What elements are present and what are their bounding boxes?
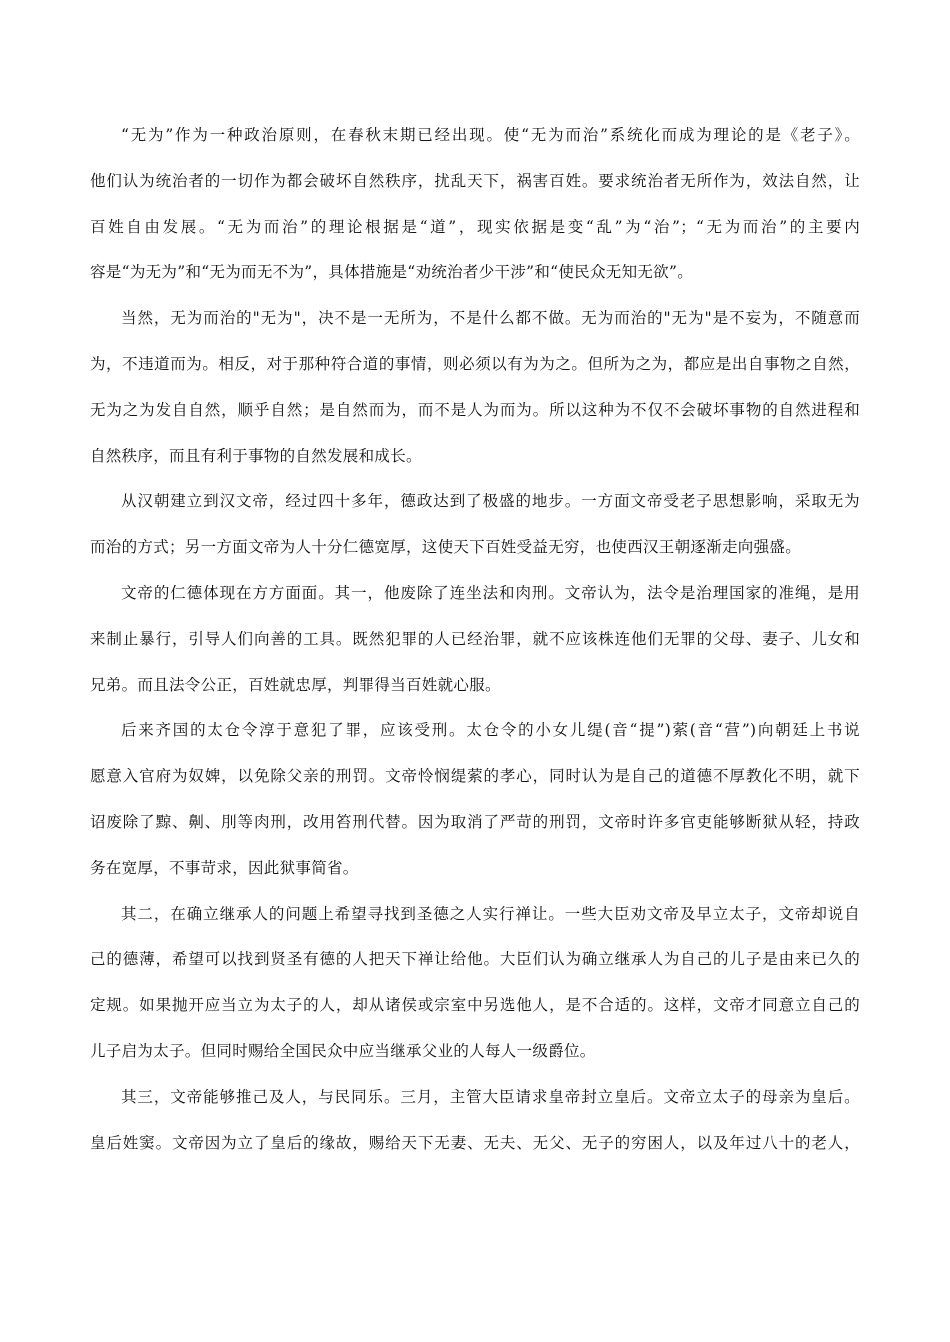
text-line: “无为”作为一种政治原则，在春秋末期已经出现。使“无为而治”系统化而成为理论的是《老子》。: [121, 126, 860, 144]
text-line: 其三，文帝能够推己及人，与民同乐。三月，主管大臣请求皇帝封立皇后。文帝立太子的母亲为皇后。: [121, 1087, 860, 1106]
text-line: 其二，在确立继承人的问题上希望寻找到圣德之人实行禅让。一些大臣劝文帝及早立太子，文帝却说自: [121, 904, 860, 923]
text-line: 为，不违道而为。相反，对于那种符合道的事情，则必须以有为为之。但所为之为，都应是出自事物之自然，: [90, 354, 860, 373]
text-line: 愿意入官府为奴婢，以免除父亲的刑罚。文帝怜悯缇萦的孝心，同时认为是自己的道德不厚教化不明，就下: [90, 767, 860, 786]
text-line: 容是“为无为”和“无为而无不为”，具体措施是“劝统治者少干涉”和“使民众无知无欲”。: [90, 263, 693, 282]
text-line: 而治的方式；另一方面文帝为人十分仁德宽厚，这使天下百姓受益无穷，也使西汉王朝逐渐走向强盛。: [90, 538, 802, 557]
text-line: 儿子启为太子。但同时赐给全国民众中应当继承父业的人每人一级爵位。: [90, 1041, 596, 1060]
text-line: 务在宽厚，不事苛求，因此狱事简省。: [90, 858, 359, 877]
document-body: [90, 121, 860, 1174]
text-line: 百姓自由发展。“无为而治”的理论根据是“道”，现实依据是变“乱”为“治”；“无为而治”的主要内: [90, 217, 860, 236]
text-line: 定规。如果抛开应当立为太子的人，却从诸侯或宗室中另选他人，是不合适的。这样，文帝才同意立自己的: [90, 996, 860, 1015]
text-line: 来制止暴行，引导人们向善的工具。既然犯罪的人已经治罪，就不应该株连他们无罪的父母、妻子、儿女和: [90, 629, 860, 648]
text-line: 当然，无为而治的"无为"，决不是一无所为，不是什么都不做。无为而治的"无为"是不妄为，不随意而: [121, 309, 860, 328]
text-line: 他们认为统治者的一切作为都会破坏自然秩序，扰乱天下，祸害百姓。要求统治者无所作为，效法自然，让: [90, 171, 860, 190]
text-line: 兄弟。而且法令公正，百姓就忠厚，判罪得当百姓就心服。: [90, 675, 501, 694]
text-line: 皇后姓窦。文帝因为立了皇后的缘故，赐给天下无妻、无夫、无父、无子的穷困人，以及年过八十的老人，: [90, 1133, 860, 1152]
text-line: 文帝的仁德体现在方方面面。其一，他废除了连坐法和肉刑。文帝认为，法令是治理国家的准绳，是用: [121, 583, 860, 602]
text-line: 后来齐国的太仓令淳于意犯了罪，应该受刑。太仓令的小女儿缇(音“提”)萦(音“营”)向朝廷上书说: [121, 721, 860, 740]
text-line: 从汉朝建立到汉文帝，经过四十多年，德政达到了极盛的地步。一方面文帝受老子思想影响，采取无为: [121, 492, 860, 511]
text-line: 己的德薄，希望可以找到贤圣有德的人把天下禅让给他。大臣们认为确立继承人为自己的儿子是由来已久的: [90, 950, 860, 969]
text-line: 自然秩序，而且有利于事物的自然发展和成长。: [90, 446, 422, 465]
text-line: 诏废除了黥、劓、刖等肉刑，改用笞刑代替。因为取消了严苛的刑罚，文帝时许多官吏能够断狱从轻，持政: [90, 812, 860, 831]
text-line: 无为之为发自自然，顺乎自然；是自然而为，而不是人为而为。所以这种为不仅不会破坏事物的自然进程和: [90, 400, 860, 419]
